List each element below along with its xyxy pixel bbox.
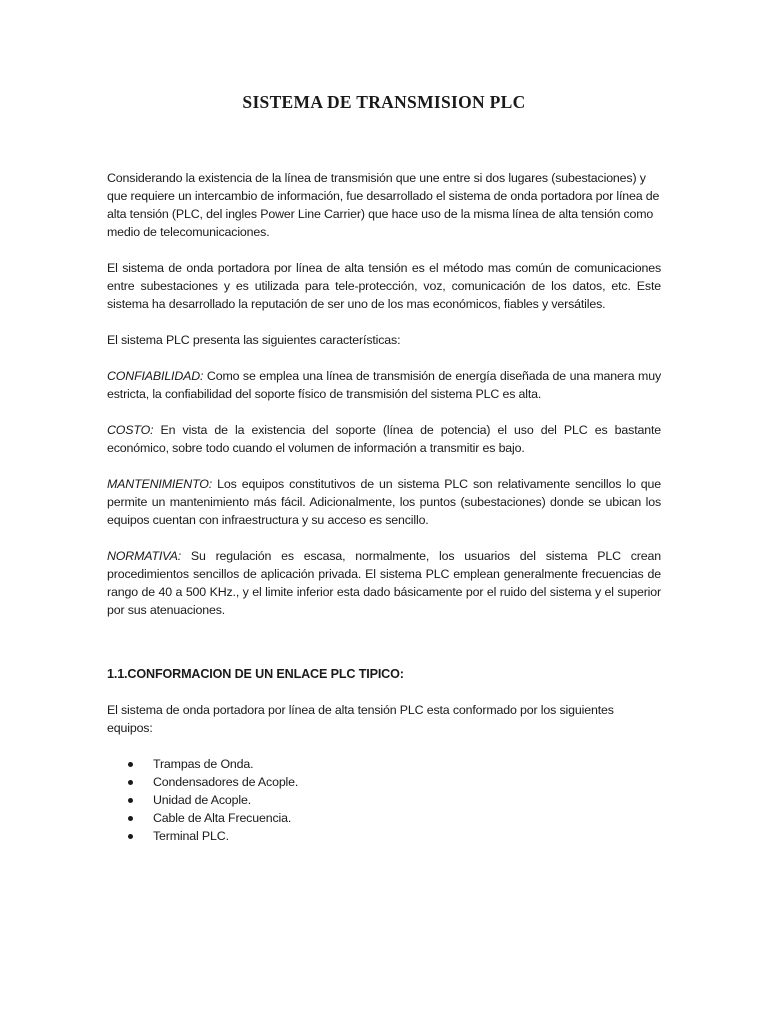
characteristic-label: MANTENIMIENTO:	[107, 477, 213, 491]
list-item	[107, 773, 661, 791]
list-item-text: Unidad de Acople.	[153, 793, 252, 807]
bullet-icon	[128, 798, 133, 803]
characteristic-text: Los equipos constitutivos de un sistema PLC son relativamente sencillos lo que permite un mantenimiento más fácil. Adicionalmente, los puntos (subestaciones) donde se ubican los equipos cuentan con infraestructura y su acceso es sencillo.	[107, 477, 661, 527]
bullet-icon	[128, 834, 133, 839]
characteristic-label: CONFIABILIDAD:	[107, 369, 204, 383]
method-paragraph: El sistema de onda portadora por línea de alta tensión es el método mas común de comunicaciones entre subestaciones y es utilizada para tele-protección, voz, comunicación de los datos, etc. Este sistema ha desarrollado la reputación de ser uno de los mas económicos, fiables y versátiles.	[107, 261, 661, 311]
equipment-list	[107, 755, 661, 845]
characteristic-text: Como se emplea una línea de transmisión de energía diseñada de una manera muy estricta, la confiabilidad del soporte físico de transmisión del sistema PLC es alta.	[107, 369, 661, 401]
list-item	[107, 809, 661, 827]
bullet-icon	[128, 780, 133, 785]
list-item-text: Condensadores de Acople.	[153, 775, 299, 789]
list-item	[107, 755, 661, 773]
characteristic-reliability	[107, 367, 661, 403]
characteristic-cost	[107, 421, 661, 457]
list-item-text: Trampas de Onda.	[153, 757, 254, 771]
document-title: SISTEMA DE TRANSMISION PLC	[242, 92, 526, 112]
features-intro-paragraph: El sistema PLC presenta las siguientes características:	[107, 333, 401, 347]
characteristic-label: NORMATIVA:	[107, 549, 181, 563]
characteristic-maintenance	[107, 475, 661, 529]
characteristic-text: En vista de la existencia del soporte (línea de potencia) el uso del PLC es bastante económico, sobre todo cuando el volumen de información a transmitir es bajo.	[107, 423, 661, 455]
list-item-text: Terminal PLC.	[153, 829, 229, 843]
bullet-icon	[128, 762, 133, 767]
characteristic-label: COSTO:	[107, 423, 154, 437]
list-item-text: Cable de Alta Frecuencia.	[153, 811, 292, 825]
characteristic-text: Su regulación es escasa, normalmente, los usuarios del sistema PLC crean procedimientos sencillos de aplicación privada. El sistema PLC emplean generalmente frecuencias de rango de 40 a 500 KHz., y el limite inferior esta dado básicamente por el ruido del sistema y el superior por sus atenuaciones.	[107, 549, 661, 617]
section-intro-paragraph: El sistema de onda portadora por línea de alta tensión PLC esta conformado por los siguientes equipos:	[107, 703, 614, 735]
bullet-icon	[128, 816, 133, 821]
document-body	[107, 169, 661, 845]
list-item	[107, 827, 661, 845]
characteristic-regulation	[107, 547, 661, 619]
section-heading: 1.1.CONFORMACION DE UN ENLACE PLC TIPICO:	[107, 667, 404, 681]
intro-paragraph: Considerando la existencia de la línea de transmisión que une entre si dos lugares (subestaciones) y que requiere un intercambio de información, fue desarrollado el sistema de onda portadora por línea de alta tensión (PLC, del ingles Power Line Carrier) que hace uso de la misma línea de alta tensión como medio de telecomunicaciones.	[107, 171, 660, 239]
list-item	[107, 791, 661, 809]
